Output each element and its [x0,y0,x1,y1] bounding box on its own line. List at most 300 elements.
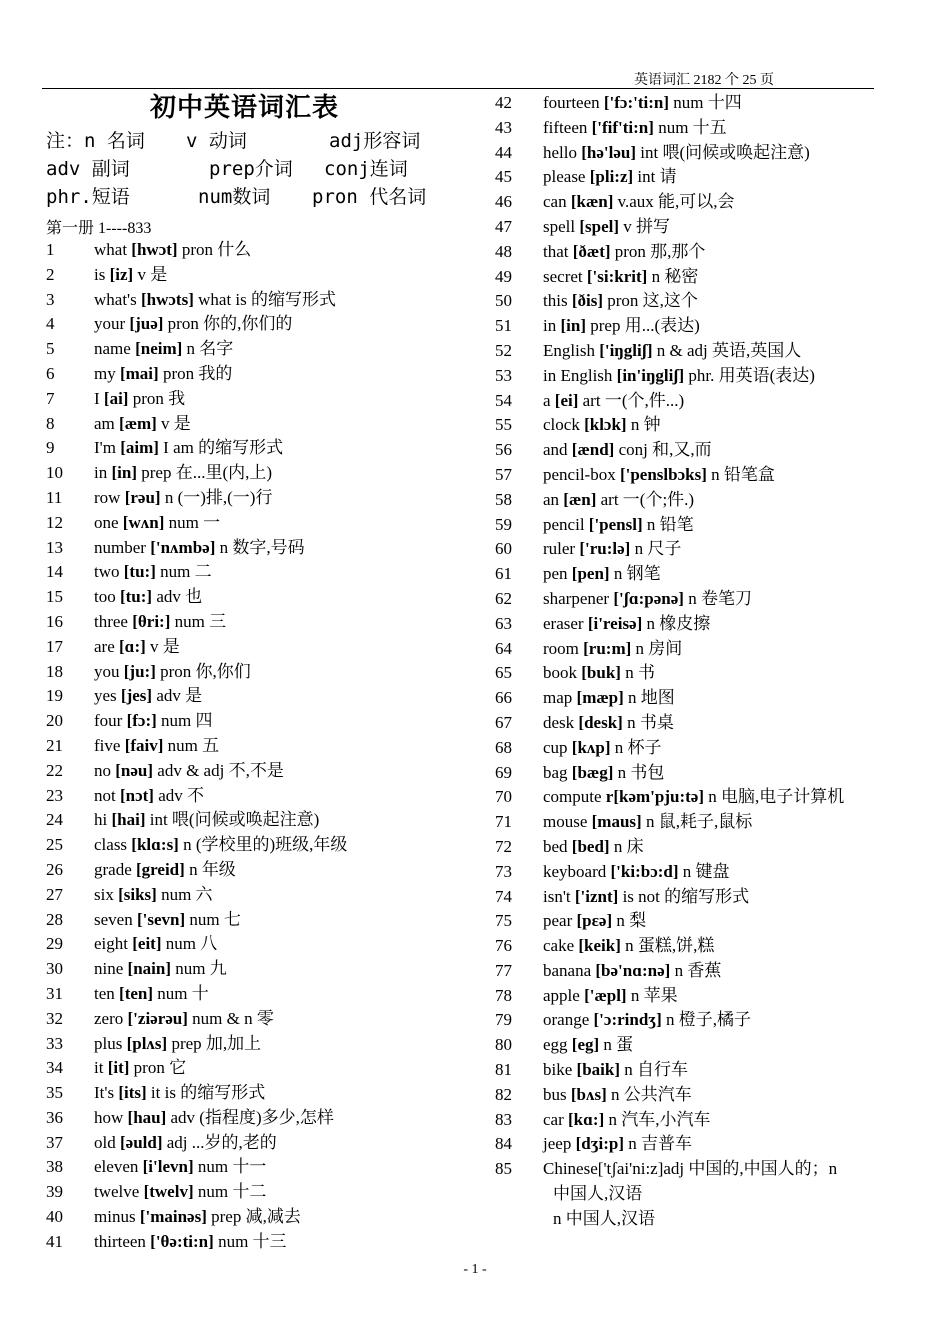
notes-line [46,127,466,155]
vocab-entry [495,810,915,835]
entry-word: can [543,192,567,212]
notes-item: phr.短语 [46,186,130,208]
entry-number: 64 [495,638,512,658]
entry-word: thirteen [94,1231,146,1251]
entry-number: 65 [495,663,512,683]
entry-text [94,1131,277,1156]
entry-number: 36 [46,1107,63,1127]
entry-phonetic: [æm] [119,413,157,433]
vocab-entry [46,833,466,858]
entry-number: 48 [495,241,512,261]
entry-text [94,833,347,858]
entry-word: number [94,537,146,557]
entry-number: 60 [495,539,512,559]
entry-text [543,736,662,761]
entry-number: 3 [46,289,55,309]
entry-number: 21 [46,735,63,755]
vocab-entry [495,984,915,1009]
vocab-entry [495,1058,915,1083]
entry-word: are [94,636,115,656]
entry-word: you [94,661,120,681]
entry-phonetic: [in'iŋgliʃ] [616,365,685,385]
entry-meaning: n 吉普车 [628,1134,692,1154]
entry-meaning: num 一 [168,512,221,532]
entry-phonetic: [siks] [118,884,157,904]
entry-word: it [94,1058,104,1078]
entry-phonetic: [klɔk] [584,415,627,435]
entry-meaning: phr. 用英语(表达) [688,365,815,385]
entry-text [543,1058,688,1083]
vocab-entry [46,1230,466,1255]
entry-text [94,610,226,635]
entry-word: bed [543,836,568,856]
entry-word: English [543,340,595,360]
entry-number: 52 [495,340,512,360]
entry-word: my [94,363,116,383]
entry-word: pencil-box [543,464,616,484]
notes-item: num数词 [198,186,271,208]
abbreviation-notes [46,127,466,211]
notes-item: v 动词 [186,130,247,152]
entry-text [543,612,710,637]
entry-meaning: adv 不 [158,785,205,805]
entry-text [543,1008,751,1033]
entry-word: what's [94,289,137,309]
vocab-entry [46,412,466,437]
entry-meaning: n 自行车 [624,1060,688,1080]
entry-text [495,1157,898,1231]
vocab-entry [46,312,466,337]
entry-meaning: v 拼写 [623,216,671,236]
entry-meaning: int 请 [637,167,677,187]
entry-number: 76 [495,936,512,956]
entry-meaning: num 五 [167,735,220,755]
entry-word: plus [94,1033,123,1053]
entry-phonetic: [kʌp] [571,737,611,757]
entry-phonetic: ['ʃɑ:pənə] [613,588,684,608]
entry-text [94,982,209,1007]
notes-item: adj形容词 [329,130,421,152]
entry-text [543,141,810,166]
entry-word: bus [543,1084,567,1104]
entry-word: compute [543,787,602,807]
notes-line [46,155,466,183]
entry-word: pencil [543,514,585,534]
entry-meaning: n 鼠,耗子,鼠标 [645,812,753,832]
entry-word: zero [94,1008,124,1028]
entry-text [94,486,272,511]
entry-number: 54 [495,390,512,410]
vocab-entry [46,684,466,709]
entry-word: no [94,760,111,780]
entry-phonetic: [dʒi:p] [575,1134,624,1154]
entry-word: yes [94,686,117,706]
vocab-entry [46,238,466,263]
vocab-entry [46,1056,466,1081]
entry-phonetic: ['si:krit] [586,266,648,286]
entry-text [94,734,219,759]
entry-meaning: n 橙子,橘子 [666,1010,751,1030]
entry-meaning: art 一(个,件...) [582,390,685,410]
entry-number: 63 [495,613,512,633]
entry-meaning: pron 它 [133,1058,187,1078]
entry-word: and [543,440,568,460]
entry-phonetic: [hwɔt] [131,240,178,259]
entry-word: please [543,167,586,187]
entry-meaning: n 书包 [617,762,665,782]
entry-phonetic: ['ɔ:rindʒ] [593,1010,662,1030]
entry-phonetic: [juə] [129,314,164,334]
page-title: 初中英语词汇表 [150,93,340,123]
entry-number: 84 [495,1134,512,1154]
entry-text [543,165,677,190]
vocab-entry [495,513,915,538]
entry-phonetic: [mai] [119,363,159,383]
vocab-entry [495,165,915,190]
notes-item: 注：n 名词 [46,130,145,152]
entry-word: pear [543,911,573,931]
vocab-entry [46,759,466,784]
entry-word: a [543,390,551,410]
entry-text [94,759,284,784]
entry-text [543,860,730,885]
entry-phonetic: [eg] [571,1035,600,1055]
entry-text [94,684,202,709]
entry-meaning: adj ...岁的,老的 [166,1132,277,1152]
entry-text [543,364,815,389]
entry-number: 19 [46,686,63,706]
entry-text [94,635,180,660]
entry-meaning-extra: n 中国人,汉语 [553,1208,655,1228]
entry-number: 68 [495,737,512,757]
entry-word: eleven [94,1157,139,1177]
entry-meaning: n (学校里的)班级,年级 [183,835,348,855]
entry-number: 70 [495,787,512,807]
entry-text [543,686,675,711]
entry-meaning: n 房间 [635,638,683,658]
entry-phonetic: [ru:m] [583,638,632,658]
vocab-entry [495,314,915,339]
vocab-entry [495,215,915,240]
entry-word: cup [543,737,568,757]
entry-word: minus [94,1207,136,1227]
entry-text [543,984,678,1009]
entry-number: 40 [46,1207,63,1227]
entry-number: 29 [46,934,63,954]
entry-text [543,289,698,314]
entry-meaning: what is 的缩写形式 [198,289,337,309]
entry-word: orange [543,1010,590,1030]
entry-text [543,215,670,240]
entry-number: 24 [46,810,63,830]
entry-number: 1 [46,240,55,259]
entry-phonetic: ['ziərəu] [127,1008,188,1028]
notes-item: pron 代名词 [312,186,427,208]
entry-word: class [94,835,128,855]
entry-meaning: pron 你的,你们的 [167,314,293,334]
entry-number: 13 [46,537,63,557]
entry-meaning: num 四 [161,711,213,731]
entry-phonetic: [əuld] [119,1132,163,1152]
entry-text [94,858,236,883]
entry-number: 23 [46,785,63,805]
entry-phonetic: ['ru:lə] [579,539,631,559]
entry-phonetic: [keik] [578,936,621,956]
page-header-note: 英语词汇 2182 个 25 页 [634,73,774,88]
entry-phonetic: [ɑ:] [119,636,146,656]
vocab-entry [495,265,915,290]
entry-number: 46 [495,192,512,212]
entry-text [543,711,674,736]
entry-meaning: num 十 [157,983,209,1003]
entry-number: 73 [495,861,512,881]
entry-number: 80 [495,1035,512,1055]
entry-text [543,537,681,562]
vocab-entry [46,436,466,461]
entry-word: three [94,611,128,631]
vocab-entry [46,263,466,288]
vocab-entry [46,932,466,957]
entry-phonetic: [iz] [109,264,134,284]
entry-number: 50 [495,291,512,311]
entry-text [94,1081,265,1106]
entry-phonetic: [ei] [554,390,579,410]
entry-number: 7 [46,388,55,408]
entry-phonetic: [in] [111,463,137,483]
entry-word: banana [543,960,592,980]
entry-text [94,784,204,809]
entry-phonetic: [i'reisə] [587,613,643,633]
entry-text [94,585,202,610]
entry-word: egg [543,1035,568,1055]
notes-item: conj连词 [324,158,408,180]
entry-phonetic: [spel] [579,216,620,236]
entry-phonetic: [it] [107,1058,130,1078]
entry-phonetic: [θri:] [132,611,171,631]
entry-phonetic: [buk] [581,663,621,683]
entry-text [543,389,684,414]
entry-text [543,810,752,835]
entry-text [94,883,213,908]
entry-word: bike [543,1060,573,1080]
entry-word: eight [94,934,128,954]
entry-word: apple [543,985,580,1005]
entry-text [94,1056,186,1081]
entry-number: 25 [46,835,63,855]
entry-phonetic: ['ki:bɔ:d] [610,861,679,881]
entry-phonetic: ['nʌmbə] [150,537,216,557]
entry-word: how [94,1107,124,1127]
entry-number: 27 [46,884,63,904]
entry-word: mouse [543,812,588,832]
entry-number: 16 [46,611,63,631]
entry-phonetic: [pen] [571,564,610,584]
entry-number: 81 [495,1060,512,1080]
entry-phonetic: [nəu] [115,760,154,780]
entry-word: keyboard [543,861,607,881]
entry-phonetic: [bæg] [571,762,614,782]
entry-meaning: v 是 [137,264,168,284]
entry-number: 30 [46,959,63,979]
right-vocab-column [495,91,915,1232]
entry-number: 66 [495,688,512,708]
entry-meaning: conj 和,又,而 [618,440,712,460]
entry-number: 42 [495,93,512,112]
vocab-entry [46,982,466,1007]
entry-text [94,312,292,337]
vocab-entry [46,511,466,536]
entry-meaning: num & n 零 [192,1008,274,1028]
entry-meaning: num 六 [161,884,213,904]
left-vocab-column [46,238,466,1255]
entry-phonetic: ['fɔ:'ti:n] [603,93,670,112]
entry-meaning: pron 我 [132,388,186,408]
vocab-entry [46,1131,466,1156]
entry-text [94,1205,301,1230]
entry-text [94,288,336,313]
entry-meaning: adv 也 [156,587,203,607]
entry-meaning: n 铅笔盒 [711,464,775,484]
vocab-entry [495,364,915,389]
entry-text [94,461,272,486]
vocab-entry [46,660,466,685]
entry-phonetic: [ðæt] [572,241,611,261]
entry-word: It's [94,1083,115,1103]
entry-number: 71 [495,812,512,832]
entry-word: I [94,388,104,408]
entry-meaning: is not 的缩写形式 [622,886,750,906]
vocab-entry [495,289,915,314]
vocab-entry [46,610,466,635]
entry-text [94,908,241,933]
entry-phonetic: ['penslbɔks] [619,464,707,484]
entry-text [543,637,682,662]
vocab-entry [46,1155,466,1180]
entry-word: too [94,587,116,607]
entry-number: 31 [46,983,63,1003]
entry-word: not [94,785,116,805]
vocab-entry [46,1032,466,1057]
entry-meaning: pron 你,你们 [160,661,251,681]
entry-meaning: prep 用...(表达) [590,316,700,336]
entry-phonetic: [aim] [120,438,159,458]
entry-number: 44 [495,142,512,162]
entry-text [94,511,220,536]
entry-text [543,314,700,339]
entry-word: fifteen [543,117,588,137]
entry-meaning: pron 什么 [181,240,252,259]
entry-word: Chinese [543,1159,598,1179]
vocab-entry [495,885,915,910]
entry-word: am [94,413,115,433]
entry-number: 47 [495,216,512,236]
entry-phonetic: [faiv] [124,735,164,755]
entry-meaning: num 二 [160,562,212,582]
vocab-entry [46,1081,466,1106]
entry-meaning: v 是 [161,413,191,433]
entry-number: 28 [46,909,63,929]
entry-meaning: adv (指程度)多少,怎样 [170,1107,334,1127]
vocab-entry [495,488,915,513]
entry-number: 51 [495,316,512,336]
vocab-entry [495,785,915,810]
entry-phonetic: [hwɔts] [140,289,194,309]
entry-phonetic: [ten] [119,983,154,1003]
entry-number: 43 [495,117,512,137]
entry-meaning: n 汽车,小汽车 [608,1109,711,1129]
entry-text [94,436,283,461]
book-range-label: 第一册 1----833 [46,220,152,237]
vocab-entry [46,784,466,809]
vocab-entry [46,362,466,387]
entry-text [543,562,661,587]
entry-phonetic: ['tʃai'ni:z] [597,1159,664,1179]
entry-number: 34 [46,1058,63,1078]
vocab-entry [495,686,915,711]
entry-phonetic: ['sevn] [136,909,186,929]
entry-word: nine [94,959,124,979]
entry-meaning: int 喂(问候或唤起注意) [640,142,810,162]
entry-meaning: art 一(个;件.) [600,489,695,509]
vocab-entry [495,761,915,786]
entry-phonetic: ['θə:ti:n] [150,1231,214,1251]
entry-phonetic: [tu:] [119,587,153,607]
notes-line [46,183,466,211]
entry-number: 17 [46,636,63,656]
entry-number: 59 [495,514,512,534]
entry-word: desk [543,712,575,732]
entry-number: 26 [46,859,63,879]
entry-phonetic: [mæp] [576,688,624,708]
entry-word: in [543,316,557,336]
entry-phonetic: [æn] [563,489,597,509]
entry-number: 85 [495,1159,512,1179]
entry-meaning: n 键盘 [682,861,730,881]
entry-phonetic: [jes] [120,686,153,706]
entry-phonetic: [pεə] [576,911,613,931]
entry-phonetic: [i'levn] [142,1157,194,1177]
entry-text [94,362,232,387]
entry-text [543,91,742,116]
entry-text [543,835,644,860]
entry-number: 72 [495,836,512,856]
vocab-entry [495,562,915,587]
entry-meaning: n (一)排,(一)行 [164,487,273,507]
notes-item: adv 副词 [46,158,130,180]
vocab-entry [495,1108,915,1133]
entry-meaning-continued: 中国人,汉语 [553,1184,643,1204]
entry-word: clock [543,415,580,435]
entry-text [94,560,212,585]
entry-phonetic: r[kəm'pju:tə] [605,787,704,807]
entry-number: 82 [495,1084,512,1104]
entry-number: 22 [46,760,63,780]
entry-number: 4 [46,314,55,334]
entry-meaning: n 公共汽车 [611,1084,692,1104]
entry-meaning: n 铅笔 [646,514,694,534]
vocab-entry [46,709,466,734]
vocab-entry [46,858,466,883]
entry-text [543,190,735,215]
entry-number: 35 [46,1083,63,1103]
entry-phonetic: [its] [118,1083,147,1103]
entry-text [94,387,185,412]
entry-word: fourteen [543,93,600,112]
vocab-entry [46,908,466,933]
entry-number: 53 [495,365,512,385]
entry-phonetic: ['pensl] [588,514,643,534]
entry-number: 14 [46,562,63,582]
